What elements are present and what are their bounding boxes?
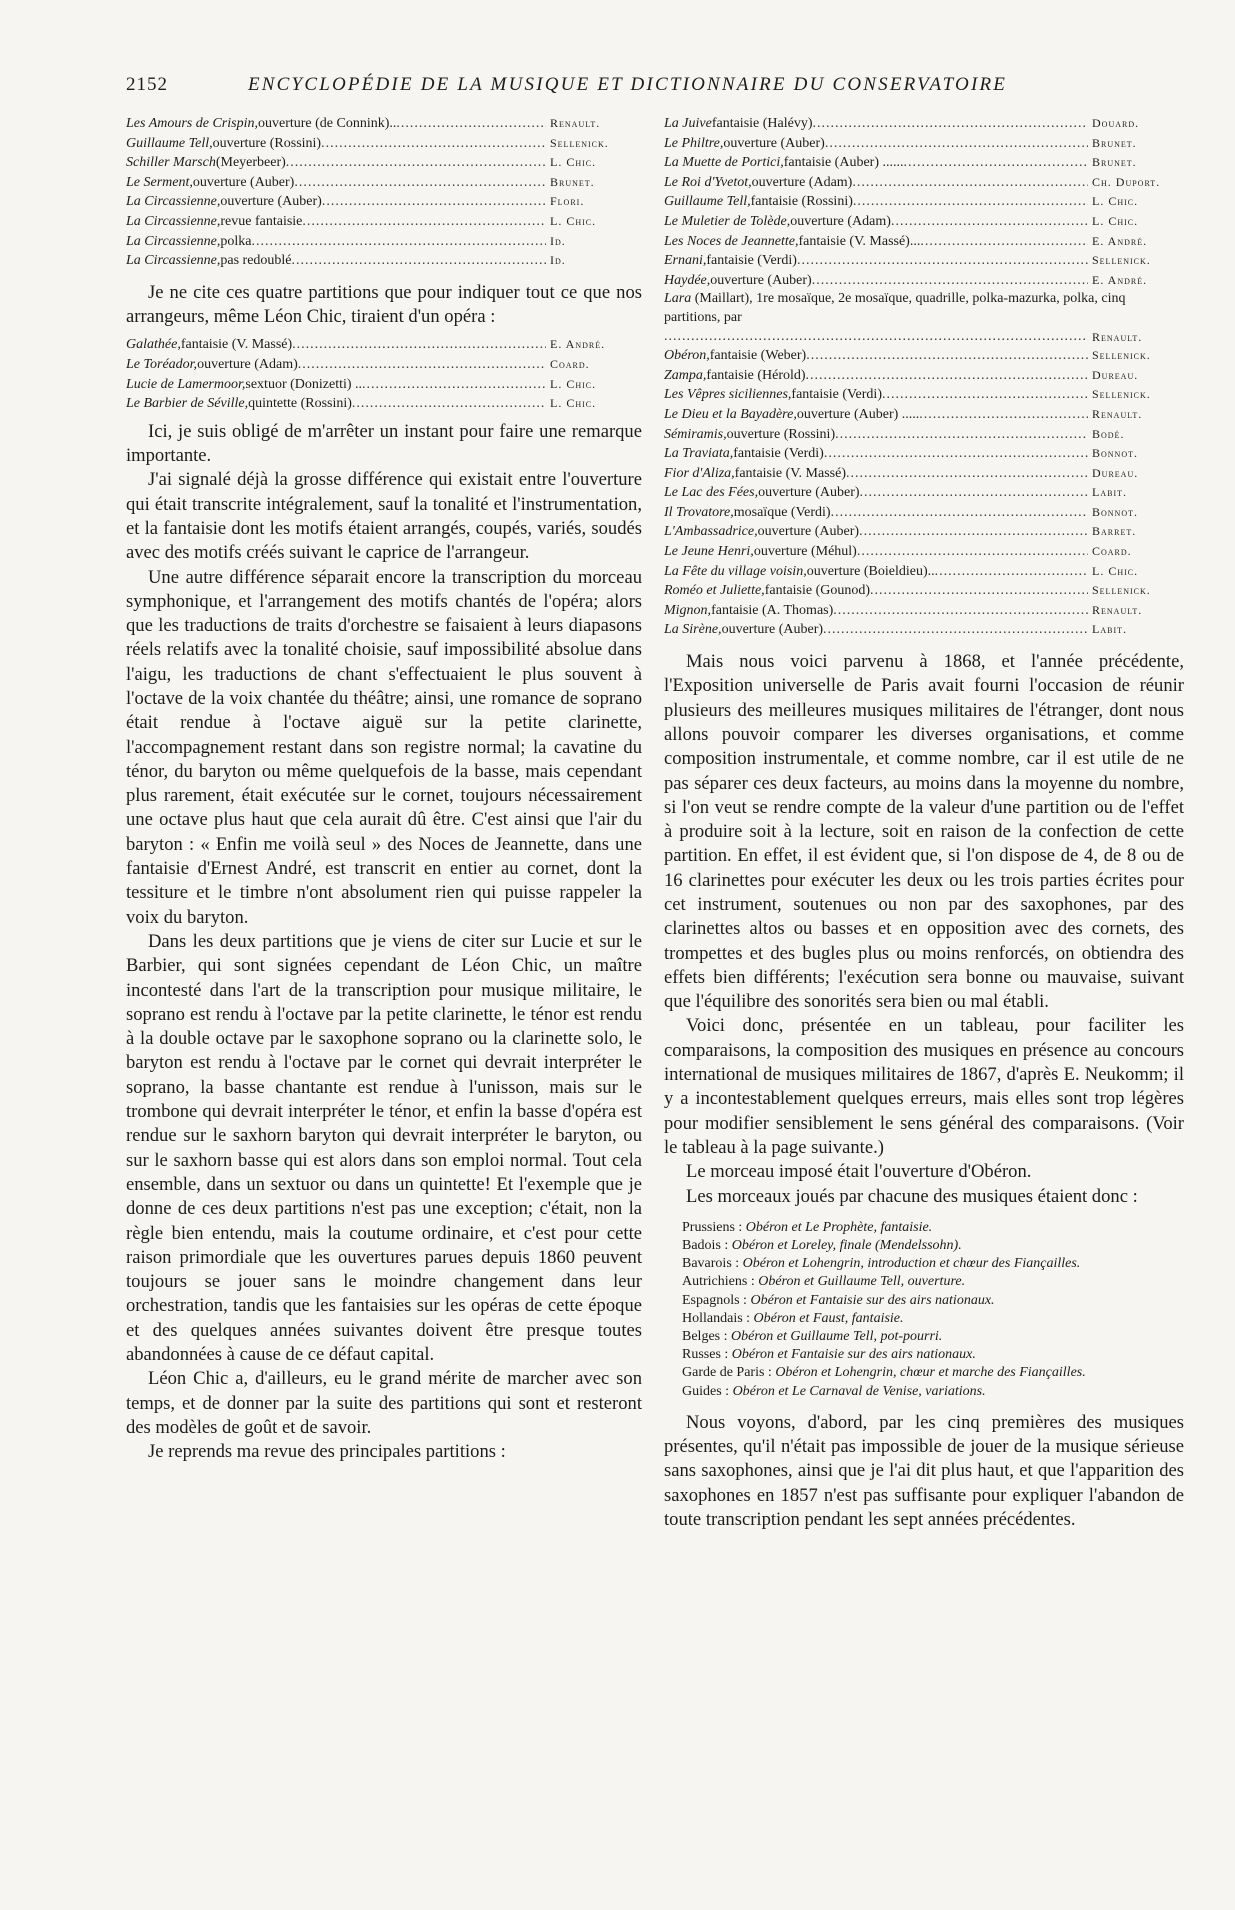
left-body-text xyxy=(126,420,642,1465)
band-pieces-list xyxy=(664,1219,1184,1401)
work-detail: ouverture (Rossini) xyxy=(726,426,836,442)
band-nation: Badois : xyxy=(682,1238,729,1254)
arranger-name: E. André. xyxy=(1092,233,1148,248)
band-pieces: Obéron et Loreley, finale (Mendelssohn). xyxy=(731,1238,962,1254)
right-body-text xyxy=(664,650,1184,1209)
paragraph: Je ne cite ces quatre partitions que pour indiquer tout ce que nos arrangeurs, même Léon Chic, tiraient d'un opéra : xyxy=(126,281,642,328)
work-detail: fantaisie (V. Massé) xyxy=(734,465,846,481)
leader-dots xyxy=(664,328,1088,347)
list-item xyxy=(664,271,1184,291)
work-title: La Sirène, xyxy=(664,622,722,638)
leader-dots xyxy=(833,602,1088,621)
work-detail: fantaisie (V. Massé) xyxy=(180,337,293,353)
running-header xyxy=(126,72,1130,100)
arranger-name: L. Chic. xyxy=(1092,563,1139,578)
paragraph: J'ai signalé déjà la grosse différence qui existait entre l'ouverture qui était transcrite intégralement, sauf la tonalité et l'instrumentation, et la fantaisie dont les motifs étaient arrangés, coupés, variés, soudés avec des motifs créés suivant le caprice de l'arrangeur. xyxy=(126,469,642,564)
list-item xyxy=(664,405,1184,425)
leader-dots xyxy=(882,386,1088,405)
list-item xyxy=(664,464,1184,484)
leader-dots xyxy=(322,193,546,212)
work-detail: fantaisie (A. Thomas) xyxy=(711,602,834,618)
work-title: La Muette de Portici, xyxy=(664,155,784,171)
arranger-name: Brunet. xyxy=(1092,135,1137,150)
work-detail: ouverture (Adam) xyxy=(751,174,853,190)
work-title: Schiller Marsch xyxy=(126,155,216,171)
work-title: Fior d'Aliza, xyxy=(664,465,735,481)
arranger-name: Renault. xyxy=(1092,406,1143,421)
work-detail: ouverture (Auber) xyxy=(192,174,295,190)
arranger-name: E. André. xyxy=(1092,272,1148,287)
list-item xyxy=(126,114,642,134)
list-item xyxy=(664,483,1184,503)
work-title: Mignon, xyxy=(664,602,712,618)
band-nation: Belges : xyxy=(682,1329,728,1345)
work-title: Le Toréador, xyxy=(126,356,198,372)
leader-dots xyxy=(891,213,1088,232)
arranger-name: Barret. xyxy=(1092,524,1137,539)
right-column xyxy=(664,114,1184,1532)
band-pieces: Obéron et Guillaume Tell, pot-pourri. xyxy=(731,1329,943,1345)
band-entry xyxy=(682,1310,1184,1328)
list-item xyxy=(664,444,1184,464)
work-detail: fantaisie (Halévy) xyxy=(711,116,813,131)
list-item xyxy=(126,134,642,154)
arranger-name: Renault. xyxy=(550,116,601,130)
work-title: Les Noces de Jeannette, xyxy=(664,233,799,249)
work-detail: ouverture (Auber) xyxy=(758,485,860,501)
leader-dots xyxy=(853,193,1088,212)
work-detail: fantaisie (V. Massé)... xyxy=(798,233,921,249)
leader-dots xyxy=(298,356,546,375)
list-item xyxy=(664,192,1184,212)
leader-dots xyxy=(920,233,1088,252)
leader-dots xyxy=(797,252,1088,271)
work-detail: ouverture (Adam) xyxy=(197,356,298,372)
band-entry xyxy=(682,1273,1184,1291)
leader-dots xyxy=(857,543,1088,562)
arranger-name: Id. xyxy=(550,233,566,248)
arranger-name: Coard. xyxy=(1092,544,1132,559)
list-item xyxy=(664,346,1184,366)
band-entry xyxy=(682,1237,1184,1255)
list-item xyxy=(126,335,642,355)
work-title: Les Amours de Crispin, xyxy=(126,116,258,131)
list-item xyxy=(664,503,1184,523)
paragraph: Nous voyons, d'abord, par les cinq premières des musiques présentes, qu'il n'était pas impossible de jouer de la musique sérieuse sans saxophones, ainsi que je l'ai dit plus haut, et que l'apparition des saxophones en 1857 n'est pas suffisante pour expliquer l'abandon de toute transcription pendant les sept années précédentes. xyxy=(664,1411,1184,1531)
arranger-name: Brunet. xyxy=(550,174,595,189)
work-detail: ouverture (Auber) ..... xyxy=(796,406,920,422)
leader-dots xyxy=(294,174,546,193)
list-item xyxy=(664,366,1184,386)
band-entry xyxy=(682,1364,1184,1382)
band-nation: Russes : xyxy=(682,1347,729,1363)
arranger-name: Labit. xyxy=(1092,485,1127,500)
arranger-name: L. Chic. xyxy=(1092,194,1139,209)
work-title: Lara xyxy=(664,291,692,307)
work-detail: fantaisie (Verdi) xyxy=(733,446,824,462)
work-detail: fantaisie (Auber) ...... xyxy=(783,155,904,171)
leader-dots xyxy=(396,115,546,134)
band-pieces: Obéron et Lohengrin, chœur et marche des Fiançailles. xyxy=(775,1365,1086,1381)
list-item xyxy=(664,542,1184,562)
work-detail: ouverture (Adam) xyxy=(790,213,891,229)
leader-dots xyxy=(904,154,1089,173)
list-item xyxy=(126,375,642,395)
work-detail: fantaisie (Weber) xyxy=(709,348,807,364)
list-item xyxy=(664,290,1184,346)
left-column xyxy=(126,114,642,1464)
work-title: La Juive xyxy=(664,116,712,131)
arranger-name: Douard. xyxy=(1092,116,1140,130)
leader-dots xyxy=(824,445,1088,464)
work-detail: fantaisie (Gounod) xyxy=(764,583,871,599)
list-item xyxy=(664,425,1184,445)
leader-dots xyxy=(352,395,546,414)
band-pieces: Obéron et Le Carnaval de Venise, variations. xyxy=(732,1383,986,1399)
work-title: Haydée, xyxy=(664,272,711,288)
work-title: Obéron, xyxy=(664,348,710,364)
work-title: La Circassienne, xyxy=(126,194,221,210)
arranger-name: Sellenick. xyxy=(1092,348,1151,363)
work-detail: fantaisie (Verdi) xyxy=(791,387,882,403)
work-detail: (Maillart), 1re mosaïque, 2e mosaïque, quadrille, polka-mazurka, polka, cinq partitions, par xyxy=(664,291,1126,325)
paragraph: Léon Chic a, d'ailleurs, eu le grand mérite de marcher avec son temps, et de donner par la suite des partitions qui sont et resteront des modèles de goût et de savoir. xyxy=(126,1368,642,1438)
arranger-name: Sellenick. xyxy=(1092,387,1151,402)
work-title: Le Muletier de Tolède, xyxy=(664,213,791,229)
list-item xyxy=(126,212,642,232)
band-nation: Prussiens : xyxy=(682,1219,743,1235)
work-title: Le Dieu et la Bayadère, xyxy=(664,406,797,422)
work-title: Le Philtre, xyxy=(664,135,724,151)
leader-dots xyxy=(825,135,1088,154)
leader-dots xyxy=(292,252,546,271)
leader-dots xyxy=(812,272,1088,291)
arranger-name: Sellenick. xyxy=(1092,253,1151,268)
paragraph: Mais nous voici parvenu à 1868, et l'année précédente, l'Exposition universelle de Paris avait fourni l'occasion de réunir plusieurs des meilleures musiques militaires de l'étranger, dont nous allons pouvoir comparer les diverses organisations, et comme composition instrumentale, et comme nombre, car il est utile de ne pas séparer ces deux facteurs, au moins dans la moyenne du nombre, si l'on veut se rendre compte de la valeur d'une partition ou de l'effet à produire soit à la lecture, soit en raison de la confection de cette partition. En effet, il est évident que, si l'on dispose de 4, de 8 ou de 16 clarinettes pour exécuter les deux ou les trois parties écrites pour cet instrument, soutenues ou non par des saxophones, par des clarinettes altos ou basses et en opposition avec des cornets, des trompettes et des bugles plus ou moins renforcés, on obtiendra des effets bien différents; l'exécution sera bonne ou mauvaise, suivant que l'équilibre des sonorités sera bien ou mal établi. xyxy=(664,651,1184,1013)
arranger-name: Dureau. xyxy=(1092,465,1139,480)
paragraph: Je reprends ma revue des principales partitions : xyxy=(148,1441,506,1463)
band-entry xyxy=(682,1346,1184,1364)
work-detail: revue fantaisie xyxy=(220,213,303,229)
work-title: Guillaume Tell, xyxy=(126,135,213,151)
work-detail: ouverture (Auber) xyxy=(721,622,824,638)
leader-dots xyxy=(870,582,1088,601)
work-title: Le Roi d'Yvetot, xyxy=(664,174,752,190)
page-number: 2152 xyxy=(126,74,168,95)
leader-dots xyxy=(251,233,546,252)
work-detail: ouverture (Auber) xyxy=(220,194,322,210)
work-title: Il Trovatore, xyxy=(664,504,734,520)
leader-dots xyxy=(835,426,1088,445)
arranger-name: Ch. Duport. xyxy=(1092,174,1161,189)
list-item xyxy=(664,114,1184,134)
list-item xyxy=(126,355,642,375)
band-nation: Garde de Paris : xyxy=(682,1365,772,1381)
work-detail: mosaïque (Verdi) xyxy=(733,504,831,520)
arranger-name: L. Chic. xyxy=(550,155,597,170)
work-title: Le Lac des Fées, xyxy=(664,485,759,501)
leader-dots xyxy=(846,465,1088,484)
arranger-name: Bonnot. xyxy=(1092,504,1138,519)
intro-paragraph xyxy=(126,281,642,330)
work-title: Le Serment, xyxy=(126,174,193,190)
arranger-name: Bonnot. xyxy=(1092,446,1138,461)
work-detail: sextuor (Donizetti) .. xyxy=(245,376,363,392)
arranger-name: Sellenick. xyxy=(1092,583,1151,598)
paragraph: Les morceaux joués par chacune des musiques étaient donc : xyxy=(686,1185,1138,1207)
band-pieces: Obéron et Guillaume Tell, ouverture. xyxy=(758,1274,966,1290)
work-title: Le Jeune Henri, xyxy=(664,544,754,560)
arranger-name: L. Chic. xyxy=(550,396,597,411)
list-item xyxy=(664,620,1184,640)
arranger-name: Flori. xyxy=(550,194,585,209)
paragraph: Le morceau imposé était l'ouverture d'Obéron. xyxy=(686,1161,1032,1183)
leader-dots xyxy=(860,484,1088,503)
paragraph: Dans les deux partitions que je viens de citer sur Lucie et sur le Barbier, qui sont signées cependant de Léon Chic, un maître incontesté dans l'art de la transcription pour musique militaire, le soprano est rendu à l'octave par la petite clarinette, le ténor est rendu à la double octave par le saxophone soprano ou la clarinette solo, le baryton est rendu à l'octave par le cornet qui devrait interpréter le soprano, la basse chantante est rendue à l'unisson, mais sur le trombone qui devrait interpréter le ténor, et enfin la basse d'opéra est rendue sur le saxhorn baryton qui devrait interpréter le baryton, ou sur le saxhorn basse qui est alors dans son emploi normal. Tout cela ensemble, dans un sextuor ou dans un quintette! Et l'exemple que je donne de ces deux partitions n'est pas une exception; c'était, non la règle bien entendu, mais la coutume ordinaire, et c'est pour cette raison primordiale que les ouvertures parues depuis 1860 peuvent toujours se jouer sans le moindre changement dans leur orchestration, tandis que les fantaisies sur les opéras de cette époque et des quelques années suivantes doivent être presque toutes abandonnées à cause de ce défaut capital. xyxy=(126,930,642,1365)
paragraph: Ici, je suis obligé de m'arrêter un instant pour faire une remarque importante. xyxy=(126,420,642,467)
arranger-name: Labit. xyxy=(1092,622,1127,637)
band-entry xyxy=(682,1219,1184,1237)
band-pieces: Obéron et Fantaisie sur des airs nationaux. xyxy=(750,1292,995,1308)
repertoire-list-1 xyxy=(126,114,642,271)
list-item xyxy=(664,601,1184,621)
leader-dots xyxy=(321,135,546,154)
band-pieces: Obéron et Lohengrin, introduction et chœur des Fiançailles. xyxy=(742,1256,1081,1272)
arranger-name: L. Chic. xyxy=(550,213,597,228)
arranger-name: L. Chic. xyxy=(550,376,597,391)
leader-dots xyxy=(286,154,546,173)
work-detail: quintette (Rossini) xyxy=(248,396,352,412)
arranger-name: L. Chic. xyxy=(1092,213,1139,228)
work-detail: ouverture (Auber) xyxy=(757,524,860,540)
list-item xyxy=(664,522,1184,542)
work-title: La Circassienne, xyxy=(126,253,221,269)
arranger-name: Brunet. xyxy=(1092,155,1137,170)
leader-dots xyxy=(831,504,1088,523)
work-detail: pas redoublé xyxy=(220,253,292,269)
work-title: Sémiramis, xyxy=(664,426,727,442)
paragraph: Une autre différence séparait encore la transcription du morceau symphonique, et l'arrangement des motifs chantés de l'opéra; alors que les traductions de traits d'orchestre se faisaient à leurs diapasons réels relatifs avec la tonalité choisie, sauf impossibilité absolue dans l'aigu, les traductions de chant s'effectuaient le plus souvent à l'octave de la voix chantée du théâtre; ainsi, une romance de soprano était rendue à l'octave aiguë sur la petite clarinette, l'accompagnement restant dans son registre normal; la cavatine du ténor, du baryton ou même quelquefois de la basse, mais cependant plus rarement, était exécutée sur le cornet, toujours nécessairement une octave plus haut que cela aurait dû être. C'est ainsi que l'air du baryton : « Enfin me voilà seul » des Noces de Jeannette, dans une fantaisie d'Ernest André, est transcrit en entier au cornet, dont la tessiture et le timbre n'ont absolument rien qui puisse rappeler la voix du baryton. xyxy=(126,566,642,928)
work-title: L'Ambassadrice, xyxy=(664,524,758,540)
list-item xyxy=(126,192,642,212)
paragraph: Voici donc, présentée en un tableau, pour faciliter les comparaisons, la composition des musiques en présence au concours international de musiques militaires de 1867, d'après E. Neukomm; il y a incontestablement quelques erreurs, mais elles sont trop légères pour modifier sensiblement le sens général des comparaisons. (Voir le tableau à la page suivante.) xyxy=(664,1015,1184,1158)
arranger-name: Bodé. xyxy=(1092,426,1125,441)
band-nation: Hollandais : xyxy=(682,1310,751,1326)
repertoire-list-3 xyxy=(664,114,1184,640)
list-item xyxy=(126,153,642,173)
band-entry xyxy=(682,1255,1184,1273)
closing-text xyxy=(664,1411,1184,1532)
arranger-name: Renault. xyxy=(1092,329,1143,344)
work-title: Guillaume Tell, xyxy=(664,194,751,210)
arranger-name: Id. xyxy=(550,253,566,268)
work-title: La Circassienne, xyxy=(126,213,221,229)
list-item xyxy=(664,232,1184,252)
band-nation: Espagnols : xyxy=(682,1292,747,1308)
leader-dots xyxy=(919,406,1088,425)
leader-dots xyxy=(823,621,1088,640)
list-item xyxy=(126,251,642,271)
band-entry xyxy=(682,1328,1184,1346)
leader-dots xyxy=(806,347,1088,366)
work-title: Zampa, xyxy=(664,367,707,383)
work-title: Le Barbier de Séville, xyxy=(126,396,249,412)
band-pieces: Obéron et Le Prophète, fantaisie. xyxy=(745,1219,933,1235)
arranger-name: Coard. xyxy=(550,356,590,371)
arranger-name: Renault. xyxy=(1092,602,1143,617)
work-title: Lucie de Lamermoor, xyxy=(126,376,246,392)
work-title: La Fête du village voisin, xyxy=(664,563,807,579)
work-detail: ouverture (Méhul) xyxy=(753,544,857,560)
list-item xyxy=(126,173,642,193)
arranger-name: Sellenick. xyxy=(550,135,609,150)
list-item xyxy=(664,562,1184,582)
list-item xyxy=(664,212,1184,232)
list-item xyxy=(664,581,1184,601)
list-item xyxy=(664,153,1184,173)
band-entry xyxy=(682,1292,1184,1310)
leader-dots xyxy=(859,523,1088,542)
list-item xyxy=(664,134,1184,154)
band-pieces: Obéron et Fantaisie sur des airs nationaux. xyxy=(731,1347,976,1363)
leader-dots xyxy=(852,174,1088,193)
work-detail: ouverture (de Connink).. xyxy=(257,116,397,131)
work-title: Galathée, xyxy=(126,337,181,353)
work-title: La Circassienne, xyxy=(126,233,221,249)
work-title: Ernani, xyxy=(664,253,707,269)
list-item xyxy=(664,251,1184,271)
work-detail: fantaisie (Hérold) xyxy=(706,367,806,383)
work-detail: ouverture (Auber) xyxy=(710,272,812,288)
band-pieces: Obéron et Faust, fantaisie. xyxy=(753,1310,904,1326)
work-detail: fantaisie (Verdi) xyxy=(706,253,797,269)
running-title: ENCYCLOPÉDIE DE LA MUSIQUE ET DICTIONNAIRE DU CONSERVATOIRE xyxy=(248,74,1008,95)
leader-dots xyxy=(302,213,546,232)
list-item xyxy=(664,173,1184,193)
work-detail: fantaisie (Rossini) xyxy=(750,194,853,210)
leader-dots xyxy=(935,563,1088,582)
work-detail: ouverture (Boieldieu).. xyxy=(806,563,935,579)
leader-dots xyxy=(362,376,546,395)
leader-dots xyxy=(806,367,1088,386)
work-title: La Traviata, xyxy=(664,446,734,462)
band-nation: Guides : xyxy=(682,1383,730,1399)
leader-dots xyxy=(813,115,1088,134)
band-entry xyxy=(682,1383,1184,1401)
list-item xyxy=(126,394,642,414)
band-nation: Autrichiens : xyxy=(682,1274,755,1290)
list-item xyxy=(126,232,642,252)
leader-dots xyxy=(292,336,546,355)
work-detail: ouverture (Auber) xyxy=(723,135,825,151)
work-detail: (Meyerbeer) xyxy=(215,155,286,171)
work-title: Roméo et Juliette, xyxy=(664,583,765,599)
list-item xyxy=(664,385,1184,405)
arranger-name: Dureau. xyxy=(1092,367,1139,382)
work-detail: ouverture (Rossini) xyxy=(212,135,322,151)
work-detail: polka xyxy=(220,233,252,249)
work-title: Les Vêpres siciliennes, xyxy=(664,387,792,403)
repertoire-list-2 xyxy=(126,335,642,413)
arranger-name: E. André. xyxy=(550,337,606,352)
band-nation: Bavarois : xyxy=(682,1256,740,1272)
